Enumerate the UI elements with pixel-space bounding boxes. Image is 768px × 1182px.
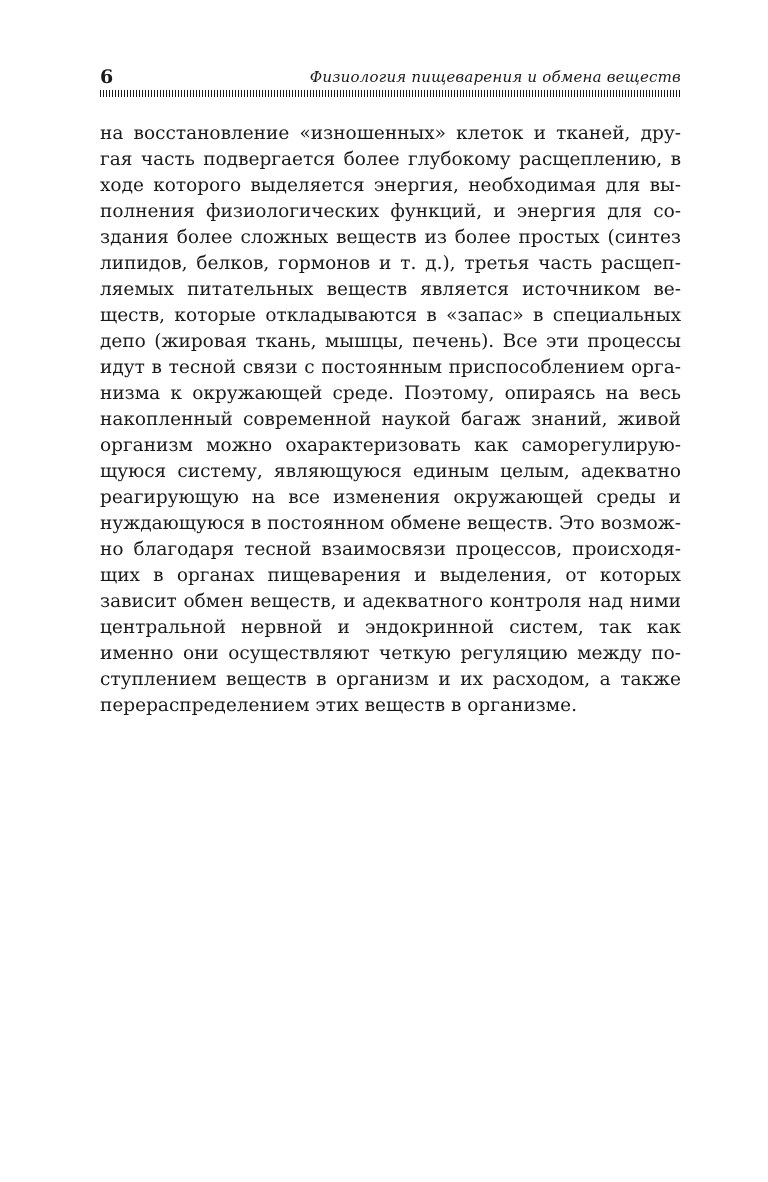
text-line: но благодаря тесной взаимосвязи процессов, происходя- (100, 539, 681, 560)
text-line: именно они осуществляют четкую регуляцию между по- (100, 643, 681, 664)
text-line: щуюся систему, являющуюся единым целым, адекватно (100, 461, 681, 482)
text-line: на восстановление «изношенных» клеток и тканей, дру- (100, 123, 681, 144)
text-line: организм можно охарактеризовать как саморегулирую- (100, 435, 681, 456)
text-line: здания более сложных веществ из более простых (синтез (100, 227, 681, 248)
text-line: липидов, белков, гормонов и т. д.), третья часть расщеп- (100, 253, 681, 274)
header-rule (100, 90, 681, 97)
text-line: накопленный современной наукой багаж знаний, живой (100, 409, 681, 430)
text-line: ступлением веществ в организм и их расходом, а также (100, 669, 681, 690)
text-line: перераспределением этих веществ в организме. (100, 695, 577, 716)
text-line: ходе которого выделяется энергия, необходимая для вы- (100, 175, 681, 196)
text-line: ществ, которые откладываются в «запас» в специальных (100, 305, 681, 326)
text-line: нуждающуюся в постоянном обмене веществ. Это возмож- (100, 513, 682, 534)
text-line: депо (жировая ткань, мышцы, печень). Все эти процессы (100, 331, 681, 352)
text-line: центральной нервной и эндокринной систем, так как (100, 617, 681, 638)
page-header (100, 66, 681, 88)
body-paragraph (100, 121, 681, 719)
text-line: низма к окружающей среде. Поэтому, опираясь на весь (100, 383, 681, 404)
text-line: ляемых питательных веществ является источником ве- (100, 279, 681, 300)
running-title: Физиология пищеварения и обмена веществ (309, 68, 681, 86)
text-line: щих в органах пищеварения и выделения, от которых (100, 565, 681, 586)
page-number: 6 (100, 66, 114, 88)
text-line: зависит обмен веществ, и адекватного контроля над ними (100, 591, 681, 612)
text-line: идут в тесной связи с постоянным приспособлением орга- (100, 357, 681, 378)
text-line: гая часть подвергается более глубокому расщеплению, в (100, 149, 681, 170)
text-line: реагирующую на все изменения окружающей среды и (100, 487, 681, 508)
text-line: полнения физиологических функций, и энергия для со- (100, 201, 681, 222)
